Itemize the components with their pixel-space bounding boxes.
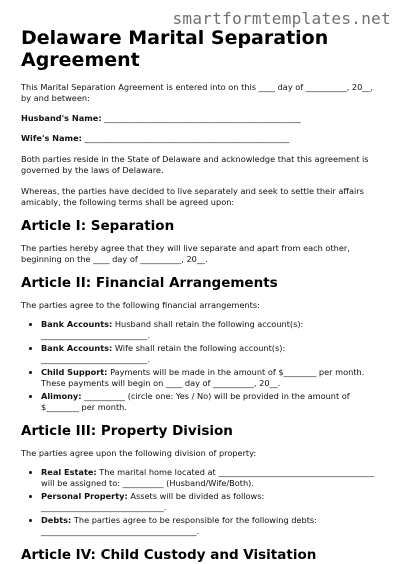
item-label: Bank Accounts:	[41, 343, 113, 353]
article-2-intro: The parties agree to the following financial arrangements:	[21, 300, 260, 310]
item-label: Real Estate:	[41, 467, 97, 477]
reside-paragraph: Both parties reside in the State of Delaware and acknowledge that this agreement is governed by the laws of Delaware.	[21, 154, 369, 175]
item-blank: ______________________________________.	[41, 526, 200, 536]
item-text: Payments will be made in the amount of $________ per month. These payments will begin on ____ day of __________, 20__.	[41, 367, 365, 388]
property-list	[21, 467, 383, 537]
item-text: Husband shall retain the following account(s):	[112, 319, 304, 329]
husband-name-label: Husband's Name:	[21, 113, 102, 123]
item-blank: __________________________.	[41, 330, 151, 340]
item-blank: ______________________________.	[41, 502, 167, 512]
item-text: __________ (circle one: Yes / No) will be provided in the amount of $________ per month.	[41, 391, 350, 412]
whereas-paragraph: Whereas, the parties have decided to live separately and seek to settle their affairs amicably, the following terms shall be agreed upon:	[21, 186, 364, 207]
item-label: Alimony:	[41, 391, 82, 401]
item-text: Wife shall retain the following account(s):	[112, 343, 286, 353]
item-label: Child Support:	[41, 367, 108, 377]
article-3-intro: The parties agree upon the following division of property:	[21, 448, 257, 458]
item-label: Debts:	[41, 515, 72, 525]
item-blank: __________________________.	[41, 354, 151, 364]
husband-name-field	[21, 113, 383, 124]
article-2-heading: Article II: Financial Arrangements	[21, 275, 278, 291]
wife-name-blank: __________________________________________________	[81, 133, 290, 143]
wife-name-field	[21, 133, 383, 144]
document-title: Delaware Marital Separation Agreement	[21, 27, 329, 71]
article-4-heading: Article IV: Child Custody and Visitation	[21, 547, 317, 563]
intro-paragraph: This Marital Separation Agreement is entered into on this ____ day of __________, 20__, by and between:	[21, 82, 374, 103]
wife-name-label: Wife's Name:	[21, 133, 82, 143]
husband-name-blank: ________________________________________________	[101, 113, 301, 123]
list-item	[41, 391, 383, 413]
article-1-heading: Article I: Separation	[21, 218, 175, 234]
article-3-heading: Article III: Property Division	[21, 423, 233, 439]
watermark: smartformtemplates.net	[172, 9, 391, 28]
list-item	[41, 467, 383, 489]
item-text: The marital home located at ______________________________________ will be assigned to: __________ (Husband/Wife/Both).	[41, 467, 374, 488]
article-1-text: The parties hereby agree that they will live separate and apart from each other, beginning on the ____ day of __________, 20__.	[21, 243, 350, 264]
item-label: Personal Property:	[41, 491, 128, 501]
list-item	[41, 319, 383, 341]
item-label: Bank Accounts:	[41, 319, 113, 329]
list-item	[41, 367, 383, 389]
financial-list	[21, 319, 383, 413]
list-item	[41, 343, 383, 365]
list-item	[41, 515, 383, 537]
item-text: The parties agree to be responsible for the following debts:	[71, 515, 317, 525]
document-page	[21, 27, 383, 564]
list-item	[41, 491, 383, 513]
item-text: Assets will be divided as follows:	[127, 491, 265, 501]
